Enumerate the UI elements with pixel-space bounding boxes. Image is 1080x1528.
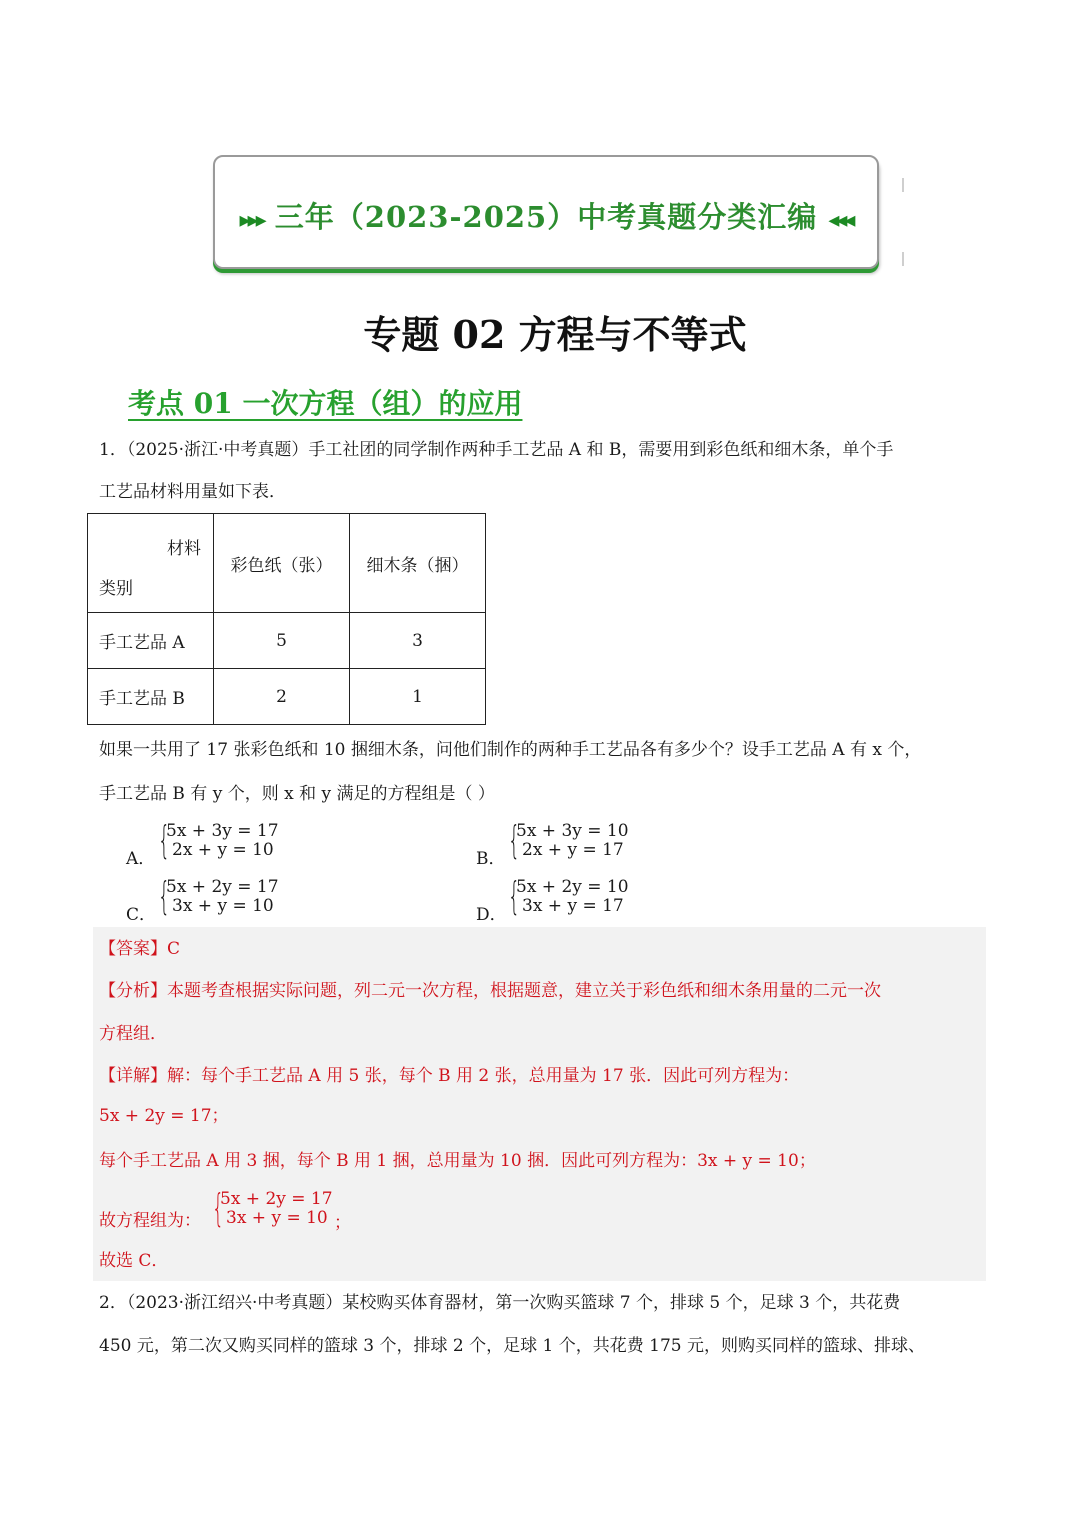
section-heading: 考点 01 一次方程（组）的应用 xyxy=(128,387,523,420)
q2-line-2: 450 元，第二次又购买同样的篮球 3 个，排球 2 个，足球 1 个，共花费 175 元，则购买同样的篮球、排球、 xyxy=(99,1336,925,1356)
materials-table xyxy=(87,513,486,725)
decor-tick xyxy=(902,252,904,266)
header-category: 类别 xyxy=(99,579,133,599)
row-value: 2 xyxy=(214,669,350,725)
decor-tick xyxy=(902,178,904,192)
q1-line-3: 如果一共用了 17 张彩色纸和 10 捆细木条，问他们制作的两种手工艺品各有多少个？设手工艺品 A 有 x 个， xyxy=(99,740,922,760)
answer-system xyxy=(212,1186,342,1230)
brace-icon: { xyxy=(158,818,171,862)
brace-icon: { xyxy=(508,874,521,918)
banner-title xyxy=(215,195,877,236)
option-d-system[interactable] xyxy=(508,874,668,918)
option-a-system[interactable] xyxy=(158,818,318,862)
page-title: 专题 02 方程与不等式 xyxy=(363,312,747,357)
q2-line-1: 2．（2023·浙江绍兴·中考真题）某校购买体育器材，第一次购买篮球 7 个，排球 5 个，足球 3 个，共花费 xyxy=(99,1293,901,1313)
brace-icon: { xyxy=(158,874,171,918)
series-banner xyxy=(213,155,879,269)
table-row xyxy=(88,613,486,669)
equation: 5x + 2y = 10 xyxy=(516,877,629,897)
equation: 3x + y = 10 xyxy=(172,896,274,916)
option-d-letter[interactable]: D． xyxy=(476,905,507,925)
header-material: 材料 xyxy=(167,539,201,559)
q1-line-1: 1．（2025·浙江·中考真题）手工社团的同学制作两种手工艺品 A 和 B，需要用到彩色纸和细木条，单个手 xyxy=(99,440,894,460)
analysis-line-2: 方程组． xyxy=(99,1024,167,1044)
system-label: 故方程组为： xyxy=(99,1211,201,1231)
row-label: 手工艺品 B xyxy=(88,669,214,725)
header-wood-strip: 细木条（捆） xyxy=(350,514,486,613)
header-colored-paper: 彩色纸（张） xyxy=(214,514,350,613)
left-arrows-icon: ◂◂◂ xyxy=(828,207,853,233)
option-b-system[interactable] xyxy=(508,818,668,862)
equation: 3x + y = 10 xyxy=(226,1208,328,1228)
equation: 5x + 2y = 17 xyxy=(220,1189,333,1209)
equation: 3x + y = 17 xyxy=(522,896,624,916)
option-c-system[interactable] xyxy=(158,874,318,918)
row-value: 3 xyxy=(350,613,486,669)
detail-line-1: 【详解】解：每个手工艺品 A 用 5 张，每个 B 用 2 张，总用量为 17 张．因此可列方程为： xyxy=(99,1066,800,1086)
option-c-letter[interactable]: C． xyxy=(126,905,157,925)
brace-icon: { xyxy=(212,1186,225,1230)
q1-line-2: 工艺品材料用量如下表． xyxy=(99,482,286,502)
equation: 5x + 3y = 17 xyxy=(166,821,279,841)
brace-icon: { xyxy=(508,818,521,862)
right-arrows-icon: ▸▸▸ xyxy=(239,207,264,233)
analysis-line-1: 【分析】本题考查根据实际问题，列二元一次方程，根据题意，建立关于彩色纸和细木条用量的二元一次 xyxy=(99,981,881,1001)
equation: 2x + y = 10 xyxy=(172,840,274,860)
equation: 2x + y = 17 xyxy=(522,840,624,860)
banner-label: 三年（2023-2025）中考真题分类汇编 xyxy=(274,200,818,234)
detail-line-3: 每个手工艺品 A 用 3 捆，每个 B 用 1 捆，总用量为 10 捆．因此可列方程为：3x + y = 10； xyxy=(99,1151,816,1171)
equation: 5x + 2y = 17 xyxy=(166,877,279,897)
q1-line-4: 手工艺品 B 有 y 个，则 x 和 y 满足的方程组是（ ） xyxy=(99,784,495,804)
row-value: 5 xyxy=(214,613,350,669)
answer-line: 【答案】C xyxy=(99,939,181,959)
table-header-diagonal-cell xyxy=(88,514,214,613)
option-b-letter[interactable]: B． xyxy=(476,849,506,869)
system-end: ； xyxy=(334,1213,351,1233)
option-a-letter[interactable]: A． xyxy=(126,849,156,869)
table-row xyxy=(88,669,486,725)
row-label: 手工艺品 A xyxy=(88,613,214,669)
conclusion: 故选 C． xyxy=(99,1251,169,1271)
row-value: 1 xyxy=(350,669,486,725)
detail-line-2: 5x + 2y = 17； xyxy=(99,1106,229,1126)
equation: 5x + 3y = 10 xyxy=(516,821,629,841)
